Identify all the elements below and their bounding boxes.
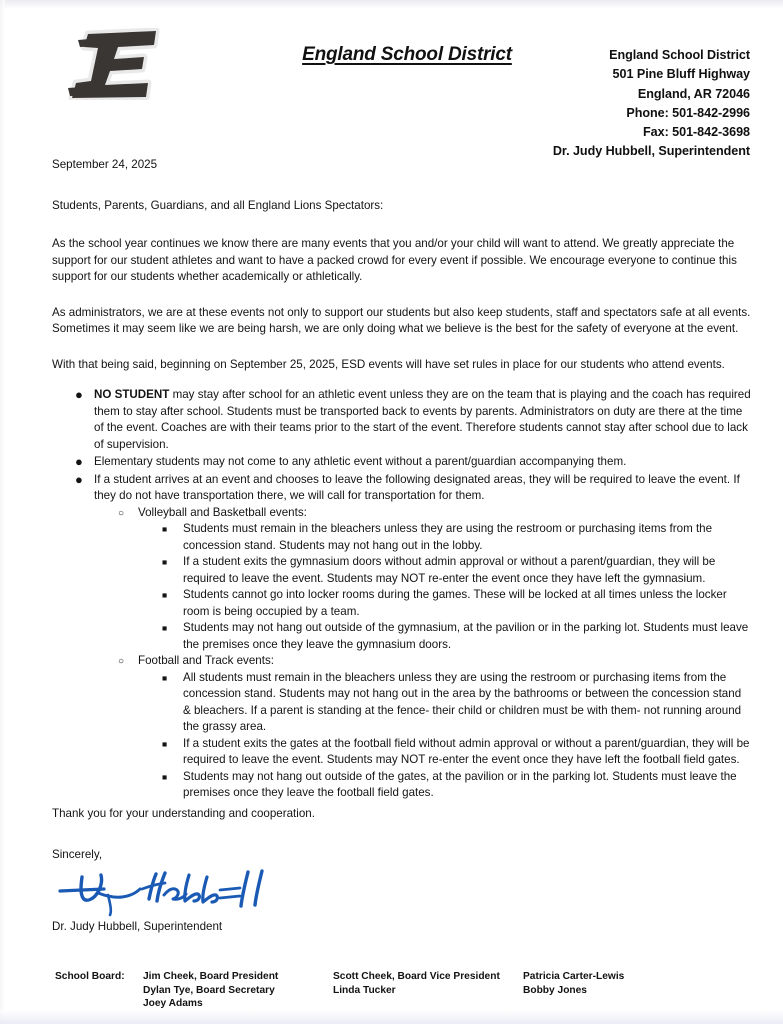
board-member: Dylan Tye, Board Secretary: [143, 984, 275, 996]
closing-thanks: Thank you for your understanding and cooperation.: [52, 807, 315, 820]
bullet-square-icon: ■: [162, 738, 168, 749]
bullet-1-remainder: may stay after school for an athletic event unless they are on the team that is playing and the coach has required them to stay after school. Students must be transported back to events by parents. Administrators on duty are there at the time of the event. Coaches are with their teams prior to the start of the event. Therefore students cannot stay after school due to lack of supervision.: [94, 388, 751, 451]
football-rule-text: If a student exits the gates at the football field without admin approval or without a parent/guardian, they will be required to leave the event. Students may NOT re-enter the event once they have left the football field gates.: [183, 736, 750, 766]
paragraph-1: As the school year continues we know there are many events that you and/or your child will want to attend. We greatly appreciate the support for our student athletes and want to have a packed crowd for every event if possible. We encourage everyone to continue this support for our students whether academically or athletically.: [52, 237, 737, 283]
contact-superintendent: Dr. Judy Hubbell, Superintendent: [552, 144, 750, 159]
board-column-3: [523, 970, 624, 997]
volleyball-rule-text: Students cannot go into locker rooms during the games. These will be locked at all times unless the locker room is being occupied by a team.: [183, 588, 727, 618]
volleyball-rule-text: Students must remain in the bleachers unless they are using the restroom or purchasing items from the concession stand. Students may not hang out in the lobby.: [183, 522, 713, 552]
bullet-1-text: [94, 387, 752, 453]
letter-salutation: Students, Parents, Guardians, and all England Lions Spectators:: [52, 198, 384, 212]
list-item: [52, 387, 752, 453]
sub-sections: [94, 505, 752, 802]
bullet-circle-icon: ○: [118, 656, 125, 667]
board-column-2: [333, 970, 523, 997]
bullet-3-text: If a student arrives at an event and chooses to leave the following designated areas, they will be required to leave the event. If they do not have transportation there, we will call for transportation for them.: [94, 472, 740, 502]
board-member: Patricia Carter-Lewis: [523, 971, 625, 982]
page-title: England School District: [302, 44, 512, 65]
bullet-square-icon: ■: [162, 557, 168, 567]
list-item: [52, 472, 752, 802]
list-item: [138, 521, 752, 554]
football-rules-list: [138, 670, 752, 802]
board-column-1: [143, 970, 333, 1011]
volleyball-rule-text: Students may not hang out outside of the gymnasium, at the pavilion or in the parking lot. Students must leave the premises once they leave the gymnasium doors.: [183, 621, 749, 651]
bullet-disc-icon: ●: [75, 454, 83, 469]
board-member: Scott Cheek, Board Vice President: [333, 971, 500, 982]
letterhead: [0, 0, 783, 159]
letter-body: [52, 157, 752, 803]
contact-fax: Fax: 501-842-3698: [643, 125, 750, 140]
list-item: [52, 454, 752, 471]
list-item: [138, 554, 752, 587]
signer-name: Dr. Judy Hubbell, Superintendent: [52, 920, 223, 933]
contact-name: England School District: [609, 48, 750, 62]
paragraph-3: With that being said, beginning on September 25, 2025, ESD events will have set rules in place for our students who attend events.: [52, 357, 725, 371]
board-member: Jim Cheek, Board President: [143, 971, 279, 982]
volleyball-rule-text: If a student exits the gymnasium doors without admin approval or without a parent/guardian, they will be required to leave the event. Students may NOT re-enter the event once they have left the gymnasium.: [183, 555, 716, 585]
bullet-square-icon: ■: [162, 590, 168, 600]
list-item: [138, 587, 752, 620]
contact-phone: Phone: 501-842-2996: [626, 105, 750, 120]
football-rule-text: Students may not hang out outside of the gates, at the pavilion or in the parking lot. Students must leave the premises once they leave the football field gates.: [183, 769, 737, 799]
contact-block: [420, 46, 750, 162]
bullet-disc-icon: ●: [75, 471, 83, 487]
bullet-square-icon: ■: [162, 623, 168, 633]
bullet-disc-icon: ●: [75, 387, 83, 402]
football-section-heading: Football and Track events:: [138, 654, 274, 667]
list-item: [94, 653, 752, 802]
volleyball-section-heading: Volleyball and Basketball events:: [138, 505, 307, 519]
board-member: Joey Adams: [143, 998, 203, 1010]
paragraph-2: As administrators, we are at these events not only to support our students but also keep students, staff and spectators safe at all events. Sometimes it may seem like we are being harsh, we are only doing what we believe is the best for the safety of everyone at the event.: [52, 305, 751, 335]
list-item: [138, 736, 752, 769]
bullet-square-icon: ■: [162, 524, 168, 534]
list-item: [94, 505, 752, 654]
bullet-1-emphasis: NO STUDENT: [94, 388, 170, 401]
bullet-square-icon: ■: [162, 672, 168, 683]
list-item: [138, 620, 752, 653]
contact-address: 501 Pine Bluff Highway: [612, 67, 750, 82]
school-logo-icon: [58, 28, 166, 100]
letter-date: September 24, 2025: [52, 158, 158, 171]
contact-city-state-zip: England, AR 72046: [637, 86, 750, 101]
bullet-2-text: Elementary students may not come to any athletic event without a parent/guardian accompanying them.: [94, 455, 627, 468]
board-member: Linda Tucker: [333, 984, 396, 996]
letter-closing: [52, 806, 752, 936]
football-rule-text: All students must remain in the bleachers unless they are using the restroom or purchasing items from the concession stand. Students may not hang out in the area by the bathrooms or between the concession stand & bleachers. If a parent is standing at the fence- their child or children must be with them- not running around the grassy area.: [183, 670, 742, 733]
board-label: School Board:: [55, 971, 125, 982]
bullet-circle-icon: ○: [118, 507, 125, 519]
list-item: [138, 670, 752, 736]
bullet-square-icon: ■: [162, 771, 168, 782]
scan-artifact-bottom: [0, 1010, 783, 1024]
event-type-list: [94, 505, 752, 802]
volleyball-rules-list: [138, 521, 752, 653]
list-item: [138, 769, 752, 802]
board-member: Bobby Jones: [523, 984, 587, 996]
rules-list: [52, 387, 752, 802]
closing-sincerely: Sincerely,: [52, 847, 103, 861]
school-board-footer: [55, 970, 755, 1011]
signature-image: [52, 865, 352, 917]
